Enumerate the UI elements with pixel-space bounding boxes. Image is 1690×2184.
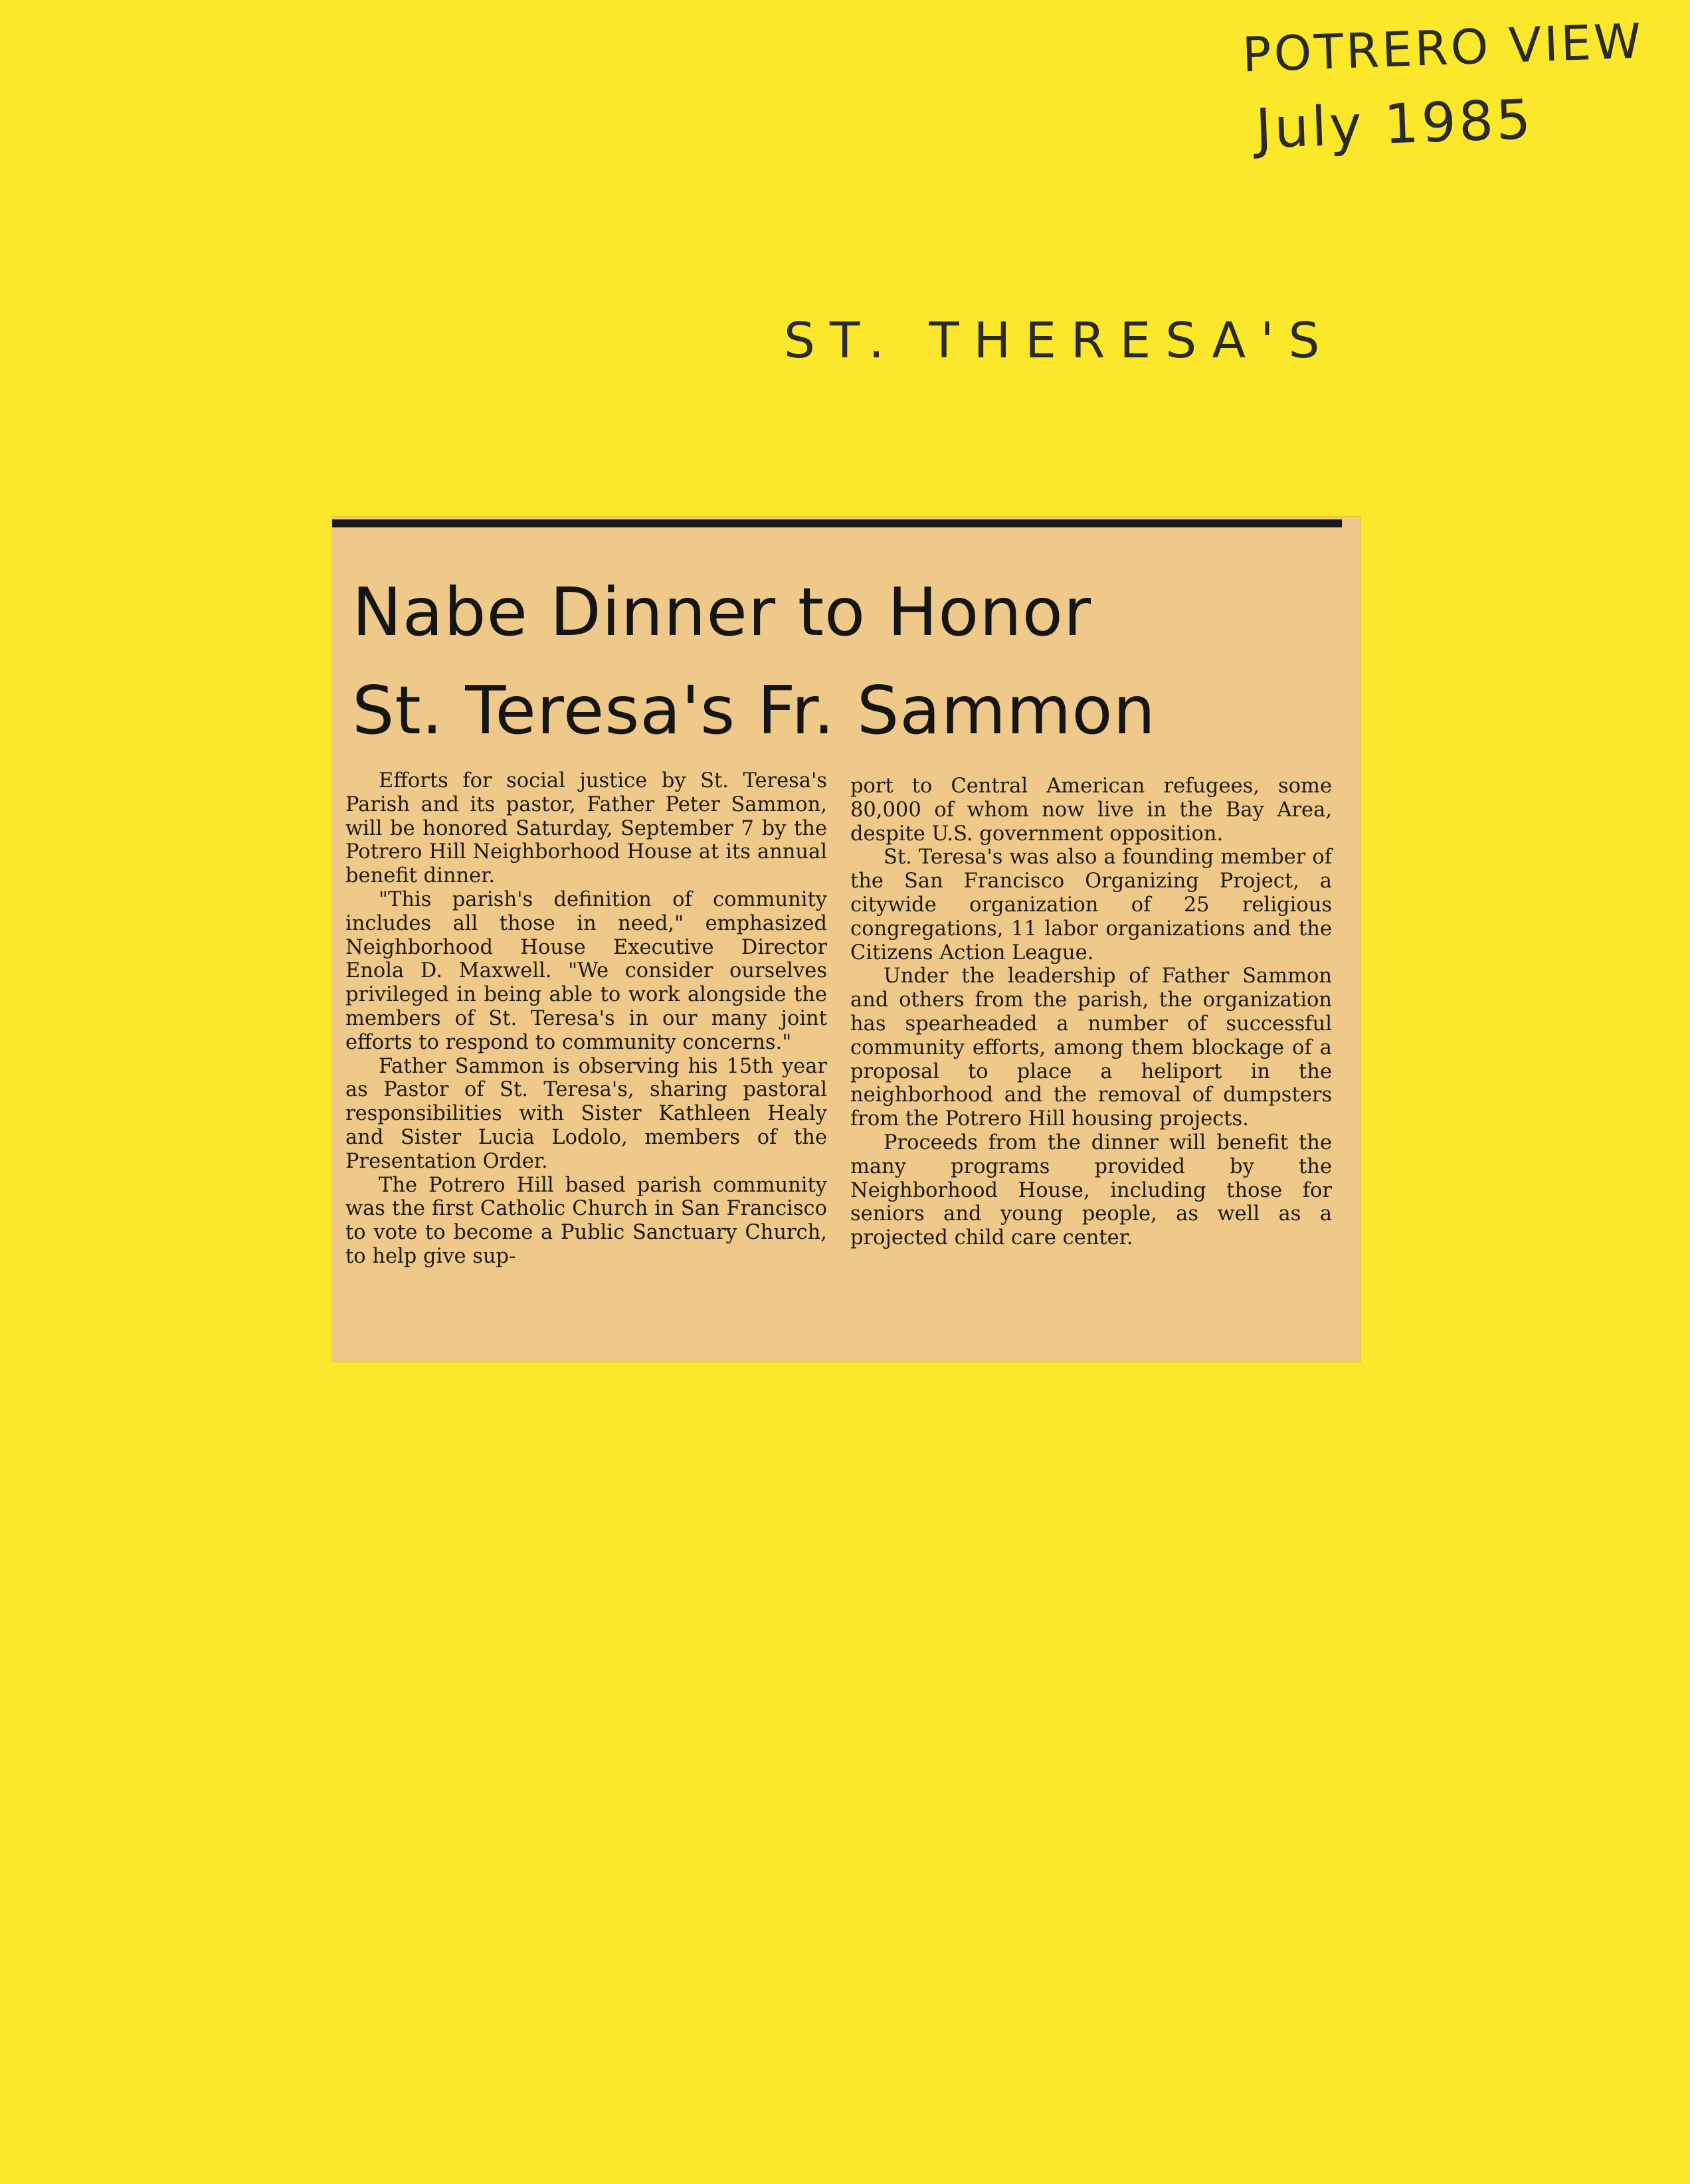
article-paragraph: Under the leadership of Father Sammon and others from the parish, the organization has spearheaded a number of successful community efforts, among them blockage of a proposal to place a heliport in the neighborhood and the removal of dumpsters from the Potrero Hill housing projects. xyxy=(850,964,1332,1131)
article-paragraph: Proceeds from the dinner will benefit the many programs provided by the Neighborhood House, including those for seniors and young people, as well as a projected child care center. xyxy=(850,1131,1332,1250)
handwritten-date-note: July 1985 xyxy=(1254,88,1535,161)
headline-rule xyxy=(332,519,1342,527)
handwritten-subject-note: ST. THERESA'S xyxy=(784,312,1335,369)
article-paragraph-continued: port to Central American refugees, some 80,000 of whom now live in the Bay Area, despite U.S. government opposition. xyxy=(850,774,1332,846)
article-paragraph: Efforts for social justice by St. Teresa's Parish and its pastor, Father Peter Sammon, will be honored Saturday, September 7 by the Potrero Hill Neighborhood House at its annual benefit dinner. xyxy=(345,769,827,888)
headline-line-1: Nabe Dinner to Honor xyxy=(352,573,1092,651)
article-column-right xyxy=(850,774,1332,1250)
article-headline xyxy=(352,563,1349,760)
handwritten-source-note: POTRERO VIEW xyxy=(1241,13,1645,83)
article-column-left xyxy=(345,769,827,1269)
article-paragraph: Father Sammon is observing his 15th year as Pastor of St. Teresa's, sharing pastoral responsibilities with Sister Kathleen Healy and Sister Lucia Lodolo, members of the Presentation Order. xyxy=(345,1054,827,1173)
article-paragraph: The Potrero Hill based parish community was the first Catholic Church in San Francisco to vote to become a Public Sanctuary Church, to help give sup- xyxy=(345,1173,827,1268)
headline-line-2: St. Teresa's Fr. Sammon xyxy=(352,672,1156,749)
article-paragraph: "This parish's definition of community includes all those in need," emphasized Neighborhood House Executive Director Enola D. Maxwell. "We consider ourselves privileged in being able to work alongside the members of St. Teresa's in our many joint efforts to respond to community concerns." xyxy=(345,887,827,1054)
article-paragraph: St. Teresa's was also a founding member of the San Francisco Organizing Project, a citywide organization of 25 religious congregations, 11 labor organizations and the Citizens Action League. xyxy=(850,846,1332,964)
article-body xyxy=(345,769,1342,1354)
newspaper-clipping xyxy=(332,517,1361,1362)
